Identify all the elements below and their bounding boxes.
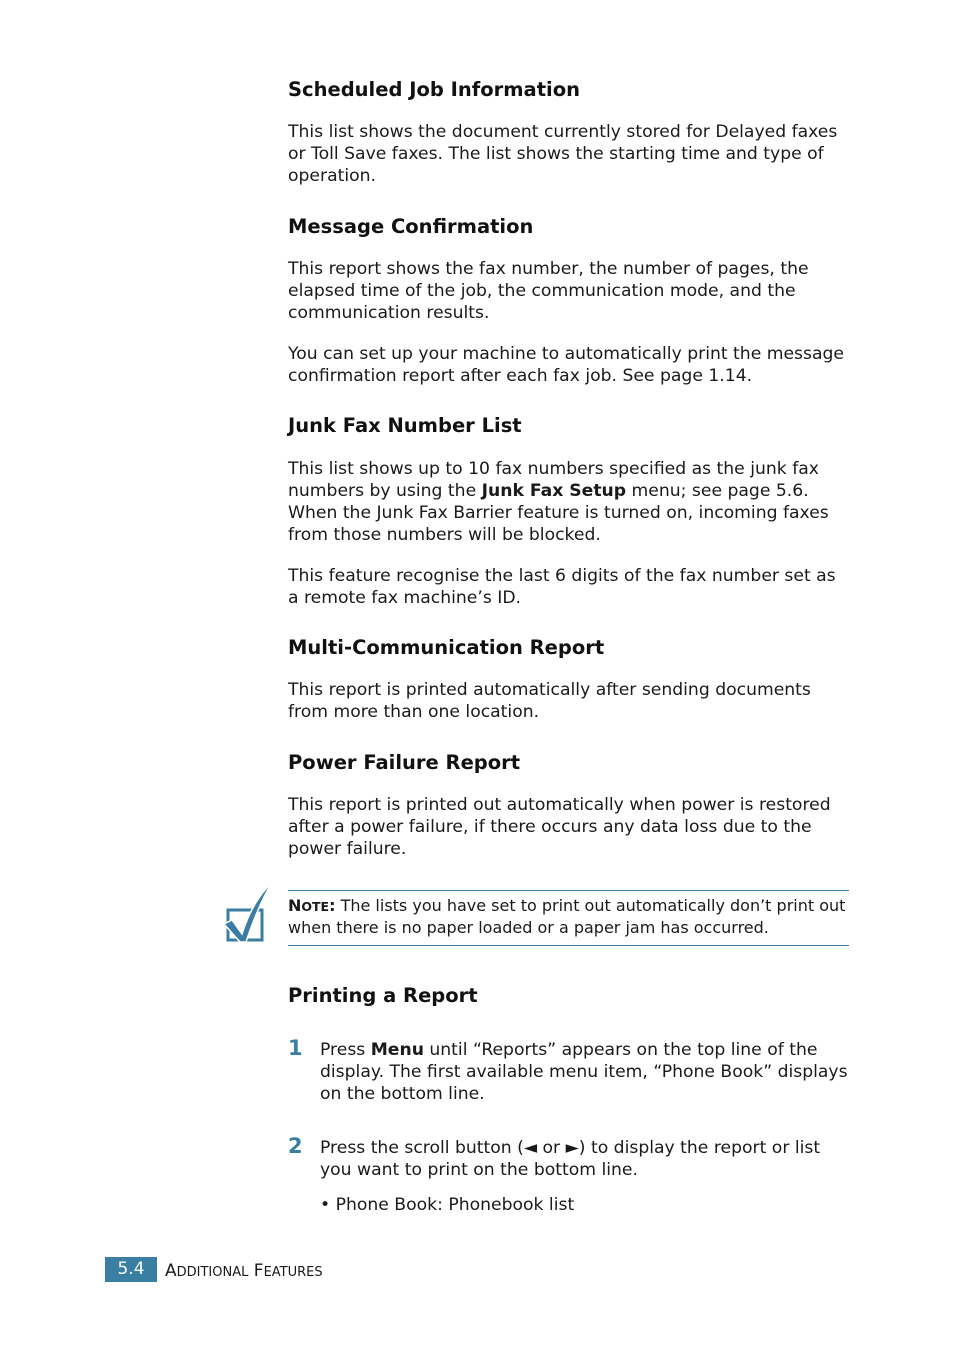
note-label-smallcaps: OTE bbox=[301, 899, 330, 914]
note-text: The lists you have set to print out automatically don’t print out when there is no paper loaded or a paper jam has occurred. bbox=[288, 896, 846, 937]
paragraph-message-confirmation-2: You can set up your machine to automatically print the message confirmation report after each fax job. See page 1.14. bbox=[288, 344, 844, 386]
step-text-2: Press the scroll button (◄ or ►) to display the report or list you want to print on the bottom line. bbox=[320, 1138, 821, 1180]
heading-multi-communication-report: Multi-Communication Report bbox=[288, 636, 605, 659]
note-top-rule bbox=[288, 890, 849, 891]
step-text-1 bbox=[320, 1039, 850, 1105]
step-1-text-b: until “Reports” appears on the top line of the display. The first available menu item, “Phone Book” displays on the bottom line. bbox=[320, 1040, 848, 1104]
junk-fax-setup-menu-name: Junk Fax Setup bbox=[481, 481, 627, 501]
footer-title-b1: F bbox=[253, 1261, 264, 1281]
paragraph-message-confirmation-1: This report shows the fax number, the number of pages, the elapsed time of the job, the communication mode, and the communication results. bbox=[288, 259, 809, 323]
footer-title-a2: DDITIONAL bbox=[176, 1265, 249, 1280]
note-label-initial: N bbox=[288, 896, 302, 915]
paragraph-junk-fax-1 bbox=[288, 458, 850, 546]
heading-power-failure-report: Power Failure Report bbox=[288, 751, 521, 774]
step-1-text-a: Press bbox=[320, 1040, 371, 1060]
heading-junk-fax-number-list: Junk Fax Number List bbox=[288, 414, 522, 437]
checkmark-note-icon bbox=[222, 880, 274, 944]
note-label bbox=[288, 896, 336, 915]
junk-fax-text-a: This list shows up to 10 fax numbers specified as the junk fax numbers by using the bbox=[288, 459, 819, 501]
paragraph-scheduled-job: This list shows the document currently stored for Delayed faxes or Toll Save faxes. The list shows the starting time and type of operation. bbox=[288, 122, 838, 186]
junk-fax-text-b: menu; see page 5.6. When the Junk Fax Barrier feature is turned on, incoming faxes from those numbers will be blocked. bbox=[288, 481, 829, 545]
paragraph-power-failure: This report is printed out automatically when power is restored after a power failure, if there occurs any data loss due to the power failure. bbox=[288, 795, 831, 859]
step-1-menu-button-name: Menu bbox=[370, 1040, 424, 1060]
heading-printing-a-report: Printing a Report bbox=[288, 984, 478, 1007]
step-number-2: 2 bbox=[288, 1134, 303, 1158]
footer-chapter-title bbox=[165, 1260, 323, 1284]
page-number-badge: 5.4 bbox=[105, 1257, 157, 1282]
footer-title-a1: A bbox=[165, 1261, 177, 1281]
note-box bbox=[288, 896, 848, 938]
step-number-1: 1 bbox=[288, 1036, 303, 1060]
heading-message-confirmation: Message Confirmation bbox=[288, 215, 534, 238]
paragraph-multi-communication: This report is printed automatically after sending documents from more than one location. bbox=[288, 680, 811, 722]
paragraph-junk-fax-2: This feature recognise the last 6 digits of the fax number set as a remote fax machine’s ID. bbox=[288, 566, 836, 608]
footer-title-b2: EATURES bbox=[263, 1265, 323, 1280]
note-bottom-rule bbox=[288, 945, 849, 946]
heading-scheduled-job-information: Scheduled Job Information bbox=[288, 78, 581, 101]
note-label-colon: : bbox=[329, 896, 336, 915]
bullet-phone-book: • Phone Book: Phonebook list bbox=[320, 1195, 575, 1215]
